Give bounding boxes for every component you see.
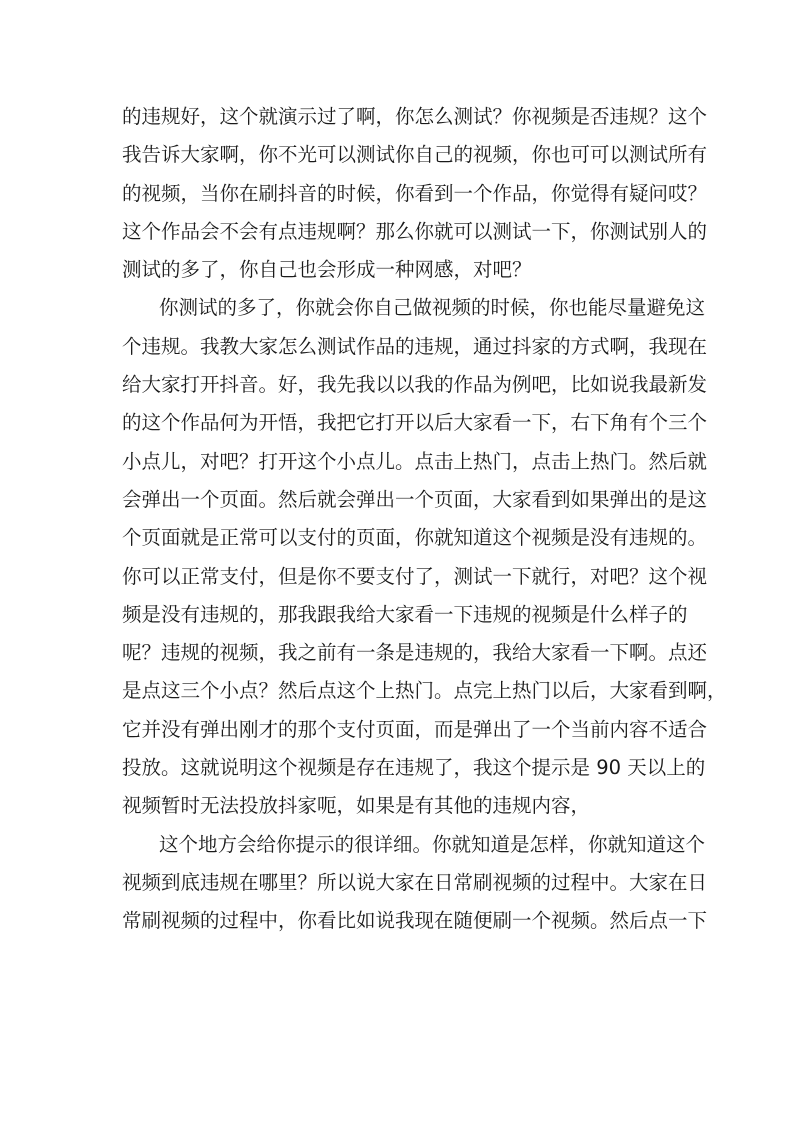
text-line: 呢？违规的视频，我之前有一条是违规的，我给大家看一下啊。点还 [122, 641, 708, 665]
text-line: 的视频，当你在刷抖音的时候，你看到一个作品，你觉得有疑问哎？ [122, 181, 708, 205]
text-line: 小点儿，对吧？打开这个小点儿。点击上热门，点击上热门。然后就 [122, 449, 708, 473]
text-line: 测试的多了，你自己也会形成一种网感，对吧？ [122, 258, 532, 282]
text-line: 个违规。我教大家怎么测试作品的违规，通过抖家的方式啊，我现在 [122, 334, 708, 358]
text-line: 视频暂时无法投放抖家呃，如果是有其他的违规内容， [122, 794, 591, 818]
text-line: 的这个作品何为开悟，我把它打开以后大家看一下，右下角有个三个 [122, 411, 708, 435]
text-line: 它并没有弹出刚才的那个支付页面，而是弹出了一个当前内容不适合 [122, 717, 708, 741]
text-line: 个页面就是正常可以支付的页面，你就知道这个视频是没有违规的。 [122, 526, 708, 550]
text-line: 这个地方会给你提示的很详细。你就知道是怎样，你就知道这个 [159, 832, 706, 856]
text-line: 这个作品会不会有点违规啊？那么你就可以测试一下，你测试别人的 [122, 219, 708, 243]
document-body [122, 98, 727, 941]
text-line: 你测试的多了，你就会你自己做视频的时候，你也能尽量避免这 [159, 296, 706, 320]
text-line: 的违规好，这个就演示过了啊，你怎么测试？你视频是否违规？这个 [122, 105, 708, 128]
text-line: 频是没有违规的，那我跟我给大家看一下违规的视频是什么样子的 [122, 602, 688, 626]
text-line: 给大家打开抖音。好，我先我以以我的作品为例吧，比如说我最新发 [122, 373, 708, 397]
text-line: 我告诉大家啊，你不光可以测试你自己的视频，你也可可以测试所有 [122, 143, 708, 167]
text-line: 会弹出一个页面。然后就会弹出一个页面，大家看到如果弹出的是这 [122, 487, 708, 511]
text-line: 你可以正常支付，但是你不要支付了，测试一下就行，对吧？这个视 [122, 564, 708, 588]
text-line: 投放。这就说明这个视频是存在违规了，我这个提示是 90 天以上的 [122, 756, 706, 780]
text-line: 常刷视频的过程中，你看比如说我现在随便刷一个视频。然后点一下 [122, 909, 708, 933]
text-line: 是点这三个小点？然后点这个上热门。点完上热门以后，大家看到啊， [122, 679, 727, 703]
text-line: 视频到底违规在哪里？所以说大家在日常刷视频的过程中。大家在日 [122, 870, 708, 894]
